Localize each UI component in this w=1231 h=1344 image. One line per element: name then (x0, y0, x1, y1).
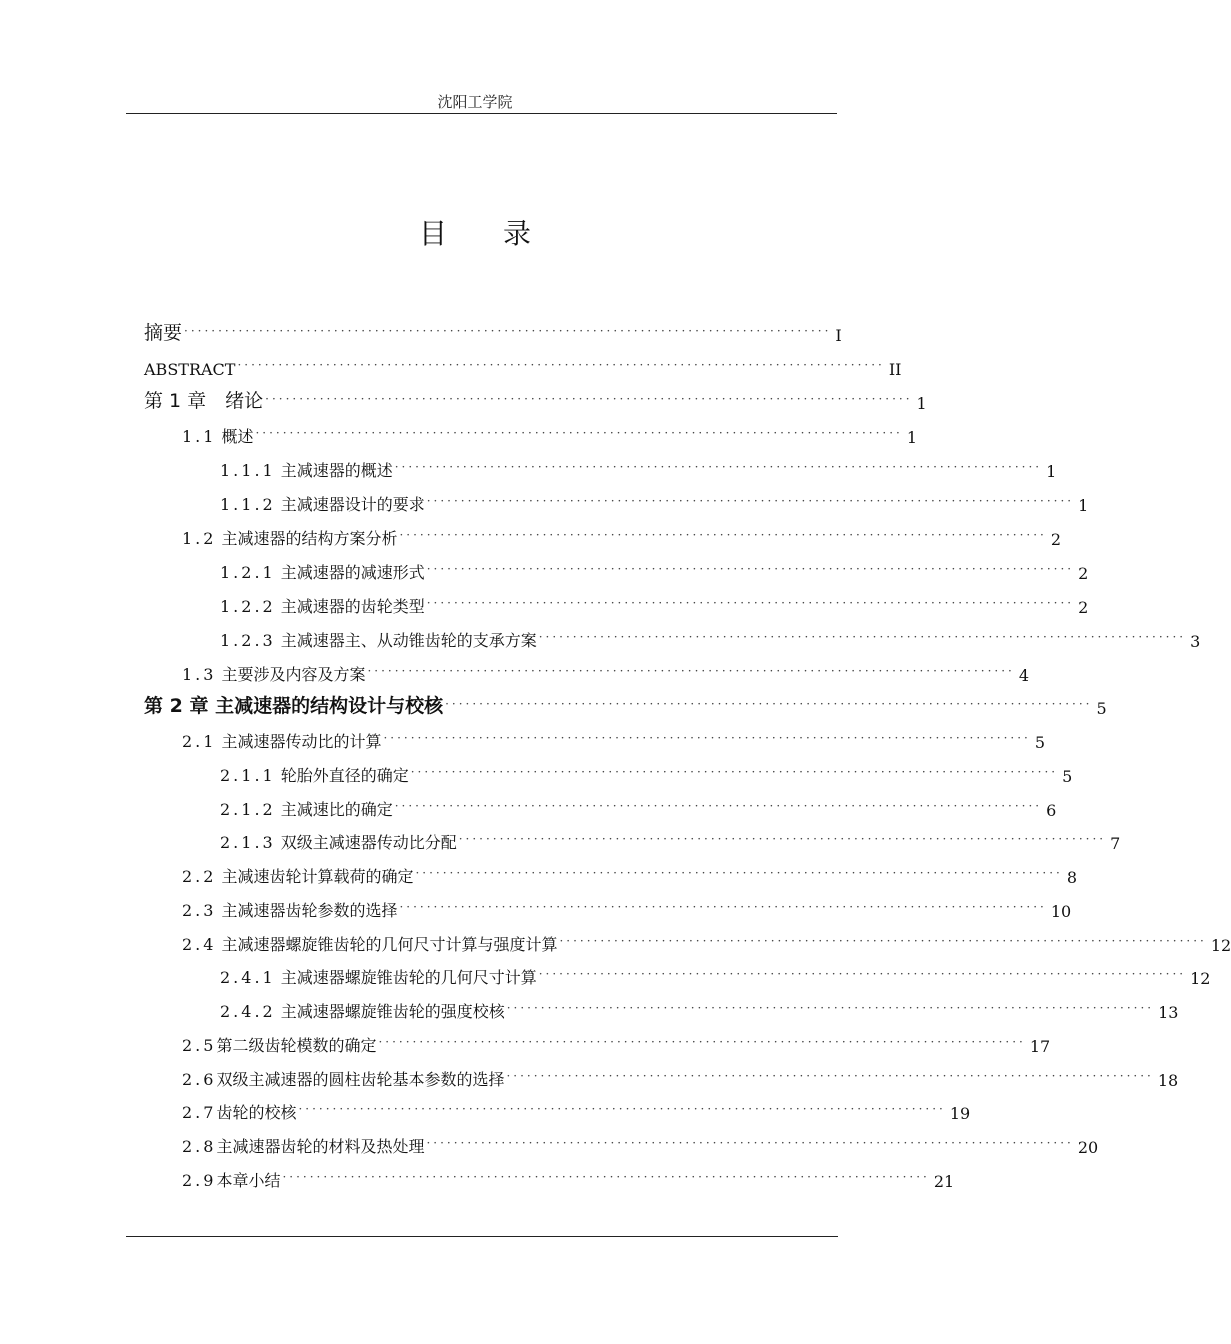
toc-entry-label (220, 458, 395, 481)
toc-entry-page: 1 (1046, 462, 1057, 481)
toc-entry-text: 主减速器的齿轮类型 (280, 597, 425, 616)
toc-entry-2-8[interactable] (182, 1127, 1099, 1157)
toc-entry-label (182, 729, 383, 752)
toc-leader-dots: ······························································································· (559, 934, 1207, 948)
toc-entry-1-1-2[interactable] (220, 485, 1089, 515)
toc-entry-text: 概述 (221, 427, 254, 446)
toc-entry-2-9[interactable] (182, 1161, 955, 1191)
toc-entry-label: ABSTRACT (144, 360, 236, 379)
toc-entry-text: 主减速齿轮计算载荷的确定 (221, 867, 414, 886)
toc-leader-dots: ······························································································· (426, 1136, 1074, 1150)
toc-entry-label (182, 1134, 426, 1157)
toc-entry-page: 13 (1158, 1003, 1179, 1022)
toc-entry-1-2-1[interactable] (220, 553, 1089, 583)
toc-entry-page: 20 (1077, 1138, 1099, 1157)
toc-leader-dots: ······························································································· (458, 832, 1107, 846)
toc-entry-2-4[interactable] (182, 925, 1231, 955)
toc-entry-label (182, 898, 399, 921)
toc-entry-page: 1 (1078, 496, 1089, 515)
toc-entry-number: 1.2.2 (220, 597, 276, 616)
toc-entry-text: 轮胎外直径的确定 (280, 766, 409, 785)
toc-entry-text: 本章小结 (216, 1171, 281, 1190)
toc-entry-number: 2.2 (182, 867, 217, 886)
toc-leader-dots: ······························································································· (237, 358, 885, 372)
toc-entry-label: 摘要 (144, 322, 183, 344)
toc-entry-number: 1.2.3 (220, 631, 276, 650)
toc-leader-dots: ······························································································· (265, 392, 913, 406)
toc-entry-number: 2.4.2 (220, 1002, 276, 1021)
toc-entry-label (220, 965, 539, 988)
toc-entry-page: 18 (1157, 1071, 1179, 1090)
toc-entry-label (182, 1033, 378, 1056)
toc-entry-page: II (888, 360, 902, 379)
toc-entry-page: 1 (916, 394, 927, 413)
toc-entry-page: 4 (1018, 666, 1030, 685)
toc-entry-page: 5 (1062, 767, 1073, 786)
toc-entry-text: 主要涉及内容及方案 (221, 665, 366, 684)
toc-entry-number: 1.1.1 (220, 461, 276, 480)
toc-entry-text: 主减速器螺旋锥齿轮的强度校核 (280, 1002, 505, 1021)
toc-entry-2-4-1[interactable] (220, 958, 1211, 988)
toc-entry-label (220, 999, 507, 1022)
toc-leader-dots: ······························································································· (538, 967, 1187, 981)
toc-leader-dots: ······························································································· (184, 324, 832, 338)
toc-entry-label (220, 830, 459, 853)
toc-leader-dots: ······························································································· (538, 630, 1187, 644)
toc-leader-dots: ······························································································· (383, 731, 1031, 745)
toc-entry-text: 主减速器主、从动锥齿轮的支承方案 (280, 631, 537, 650)
toc-entry-2-5[interactable] (182, 1026, 1051, 1056)
toc-entry-2-1-3[interactable] (220, 823, 1121, 853)
toc-entry-page: 1 (906, 428, 918, 447)
toc-entry-page: 19 (949, 1104, 971, 1123)
toc-entry-text: 齿轮的校核 (216, 1103, 297, 1122)
toc-leader-dots: ······························································································· (445, 697, 1093, 711)
toc-entry-text: 主减速器螺旋锥齿轮的几何尺寸计算 (280, 968, 537, 987)
toc-entry-label (220, 797, 395, 820)
toc-entry-number: 2.1.2 (220, 800, 276, 819)
toc-entry-number: 2.4 (182, 935, 217, 954)
toc-entry-label (182, 864, 415, 887)
toc-entry-number: 2.8 (182, 1137, 217, 1156)
toc-entry-page: 8 (1066, 868, 1078, 887)
toc-leader-dots: ······························································································· (282, 1170, 930, 1184)
toc-title: 目录 (418, 217, 587, 250)
toc-entry-text: 第二级齿轮模数的确定 (216, 1036, 377, 1055)
toc-leader-dots: ······························································································· (394, 460, 1043, 474)
toc-entry-label: 第 1 章 绪论 (144, 390, 264, 412)
toc-entry-page: 2 (1078, 598, 1089, 617)
toc-entry-abstract-cn[interactable] (144, 315, 842, 345)
toc-entry-number: 2.6 (182, 1070, 217, 1089)
toc-leader-dots: ······························································································· (426, 562, 1075, 576)
toc-entry-text: 主减速器设计的要求 (280, 495, 425, 514)
footer-divider (126, 1236, 838, 1237)
page-header-institution: 沈阳工学院 (437, 93, 513, 111)
toc-leader-dots: ······························································································· (394, 799, 1043, 813)
toc-entry-page: 2 (1078, 564, 1089, 583)
toc-leader-dots: ······························································································· (506, 1001, 1155, 1015)
toc-entry-chapter-1[interactable] (144, 383, 927, 413)
toc-entry-2-4-2[interactable] (220, 992, 1179, 1022)
toc-leader-dots: ······························································································· (298, 1102, 946, 1116)
toc-entry-label (220, 628, 539, 651)
toc-entry-label (182, 1067, 506, 1090)
toc-leader-dots: ······························································································· (415, 866, 1063, 880)
toc-entry-page: 7 (1110, 834, 1121, 853)
toc-entry-page: 5 (1096, 699, 1107, 718)
toc-leader-dots: ······························································································· (506, 1069, 1154, 1083)
toc-entry-label (182, 932, 559, 955)
toc-entry-page: 6 (1046, 801, 1057, 820)
toc-entry-1-2-2[interactable] (220, 587, 1089, 617)
toc-entry-page: 17 (1029, 1037, 1051, 1056)
toc-entry-2-3[interactable] (182, 891, 1072, 921)
toc-leader-dots: ······························································································· (426, 596, 1075, 610)
toc-leader-dots: ······························································································· (399, 528, 1047, 542)
toc-entry-label (220, 594, 427, 617)
toc-entry-page: I (835, 326, 842, 345)
toc-leader-dots: ······························································································· (426, 494, 1075, 508)
toc-entry-label (182, 662, 367, 685)
toc-entry-2-6[interactable] (182, 1060, 1179, 1090)
toc-entry-label (182, 1168, 282, 1191)
toc-entry-chapter-2[interactable] (144, 688, 1107, 718)
toc-entry-1-2-3[interactable] (220, 621, 1201, 651)
toc-entry-number: 2.9 (182, 1171, 217, 1190)
toc-entry-label: 第 2 章 主减速器的结构设计与校核 (144, 695, 444, 717)
toc-entry-page: 10 (1050, 902, 1072, 921)
toc-entry-label (220, 492, 427, 515)
toc-leader-dots: ······························································································· (378, 1035, 1026, 1049)
toc-entry-number: 1.1 (182, 427, 217, 446)
toc-entry-text: 主减速器齿轮参数的选择 (221, 901, 398, 920)
toc-entry-2-2[interactable] (182, 857, 1078, 887)
toc-entry-abstract-en[interactable] (144, 349, 902, 379)
toc-entry-number: 1.2.1 (220, 563, 276, 582)
toc-entry-text: 主减速比的确定 (280, 800, 393, 819)
toc-entry-text: 双级主减速器传动比分配 (280, 833, 457, 852)
toc-entry-label (220, 763, 411, 786)
toc-entry-text: 主减速器的概述 (280, 461, 393, 480)
toc-leader-dots: ······························································································· (367, 664, 1015, 678)
toc-entry-1-1-1[interactable] (220, 451, 1057, 481)
toc-entry-number: 1.3 (182, 665, 217, 684)
header-divider (126, 113, 837, 114)
toc-entry-label (182, 424, 255, 447)
toc-entry-number: 2.7 (182, 1103, 217, 1122)
toc-entry-page: 12 (1210, 936, 1231, 955)
toc-entry-number: 2.3 (182, 901, 217, 920)
toc-entry-2-1-1[interactable] (220, 756, 1073, 786)
toc-entry-number: 2.1 (182, 732, 217, 751)
toc-entry-number: 2.1.3 (220, 833, 276, 852)
toc-entry-page: 21 (933, 1172, 955, 1191)
toc-entry-2-1-2[interactable] (220, 790, 1057, 820)
toc-entry-page: 12 (1190, 969, 1211, 988)
toc-entry-1-2[interactable] (182, 519, 1062, 549)
toc-entry-page: 2 (1050, 530, 1062, 549)
toc-entry-label (220, 560, 427, 583)
toc-entry-text: 主减速器的减速形式 (280, 563, 425, 582)
toc-entry-text: 主减速器螺旋锥齿轮的几何尺寸计算与强度计算 (221, 935, 558, 954)
toc-entry-number: 2.1.1 (220, 766, 276, 785)
toc-entry-number: 1.1.2 (220, 495, 276, 514)
toc-entry-label (182, 526, 399, 549)
toc-entry-text: 主减速器传动比的计算 (221, 732, 382, 751)
toc-entry-text: 主减速器齿轮的材料及热处理 (216, 1137, 425, 1156)
toc-entry-text: 主减速器的结构方案分析 (221, 529, 398, 548)
toc-entry-page: 3 (1190, 632, 1201, 651)
toc-leader-dots: ······························································································· (410, 765, 1059, 779)
toc-leader-dots: ······························································································· (255, 426, 903, 440)
toc-entry-text: 双级主减速器的圆柱齿轮基本参数的选择 (216, 1070, 505, 1089)
toc-entry-2-7[interactable] (182, 1093, 971, 1123)
toc-entry-label (182, 1100, 298, 1123)
toc-entry-page: 5 (1034, 733, 1046, 752)
toc-leader-dots: ······························································································· (399, 900, 1047, 914)
toc-entry-1-1[interactable] (182, 417, 918, 447)
toc-entry-number: 1.2 (182, 529, 217, 548)
toc-entry-1-3[interactable] (182, 655, 1030, 685)
toc-entry-number: 2.5 (182, 1036, 217, 1055)
toc-entry-2-1[interactable] (182, 722, 1046, 752)
toc-entry-number: 2.4.1 (220, 968, 276, 987)
